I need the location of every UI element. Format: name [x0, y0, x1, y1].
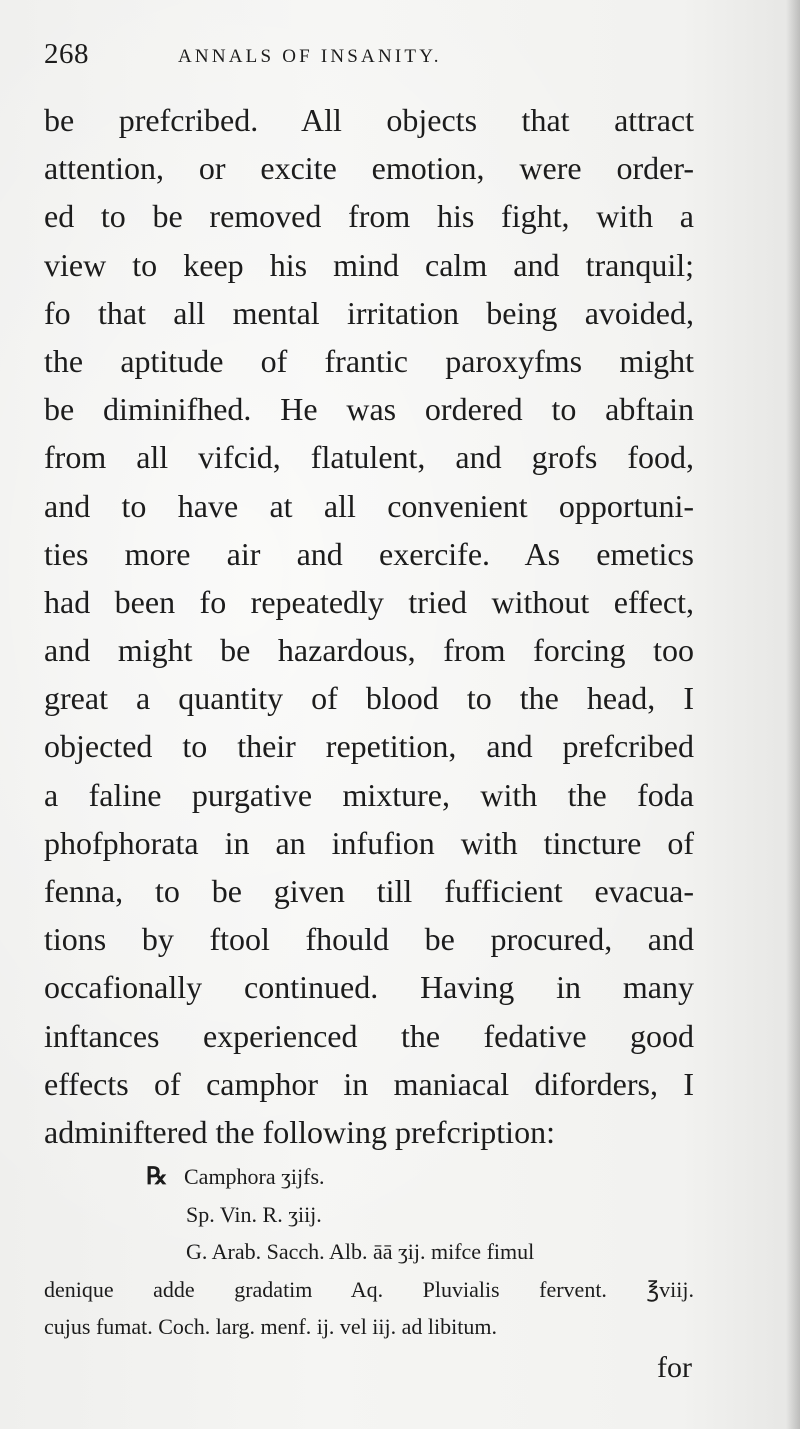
text-line: tions by ftool fhould be procured, and: [44, 921, 694, 958]
text-line: view to keep his mind calm and tranquil;: [44, 246, 694, 283]
prescription-line: [44, 1158, 694, 1196]
page-gutter-shadow: [786, 0, 800, 1429]
text-line: fenna, to be given till fufficient evacua-: [44, 873, 694, 909]
text-line: effects of camphor in maniacal diforders, I: [44, 1065, 694, 1102]
text-line: fo that all mental irritation being avoided,: [44, 294, 694, 331]
running-head: ANNALS OF INSANITY.: [178, 46, 442, 67]
text-line: a faline purgative mixture, with the foda: [44, 776, 694, 813]
prescription-line: G. Arab. Sacch. Alb. āā ʒij. mifce fimul: [186, 1239, 535, 1264]
page-header: [44, 38, 724, 82]
text-line: phofphorata in an infufion with tincture of: [44, 824, 694, 861]
text-line: from all vifcid, flatulent, and grofs food,: [44, 439, 694, 476]
text-line: adminiftered the following prefcription:: [44, 1113, 555, 1150]
prescription-line: denique adde gradatim Aq. Pluvialis fervent. ℥viij.: [44, 1276, 694, 1302]
recipe-symbol: ℞: [146, 1164, 168, 1190]
text-line: ties more air and exercife. As emetics: [44, 535, 694, 572]
text-line: attention, or excite emotion, were order-: [44, 150, 694, 187]
text-line: the aptitude of frantic paroxyfms might: [44, 342, 694, 379]
text-line: great a quantity of blood to the head, I: [44, 680, 694, 717]
text-line: occafionally continued. Having in many: [44, 969, 694, 1006]
prescription-line: Sp. Vin. R. ʒiij.: [186, 1201, 322, 1227]
prescription-line: cujus fumat. Coch. larg. menf. ij. vel iij. ad libitum.: [44, 1314, 497, 1339]
text-line: be diminifhed. He was ordered to abftain: [44, 391, 694, 428]
prescription-ingredient: Camphora ʒijfs.: [184, 1164, 325, 1189]
prescription-block: [44, 1158, 694, 1346]
text-line: be prefcribed. All objects that attract: [44, 102, 694, 138]
catchword: for: [657, 1351, 692, 1384]
body-paragraph: [44, 96, 694, 1156]
text-line: objected to their repetition, and prefcribed: [44, 728, 694, 765]
text-line: ed to be removed from his fight, with a: [44, 198, 694, 235]
text-line: and might be hazardous, from forcing too: [44, 632, 694, 669]
text-line: had been fo repeatedly tried without effect,: [44, 583, 694, 620]
text-line: and to have at all convenient opportuni-: [44, 487, 694, 524]
page-number: 268: [44, 38, 89, 70]
text-line: inftances experienced the fedative good: [44, 1017, 694, 1054]
